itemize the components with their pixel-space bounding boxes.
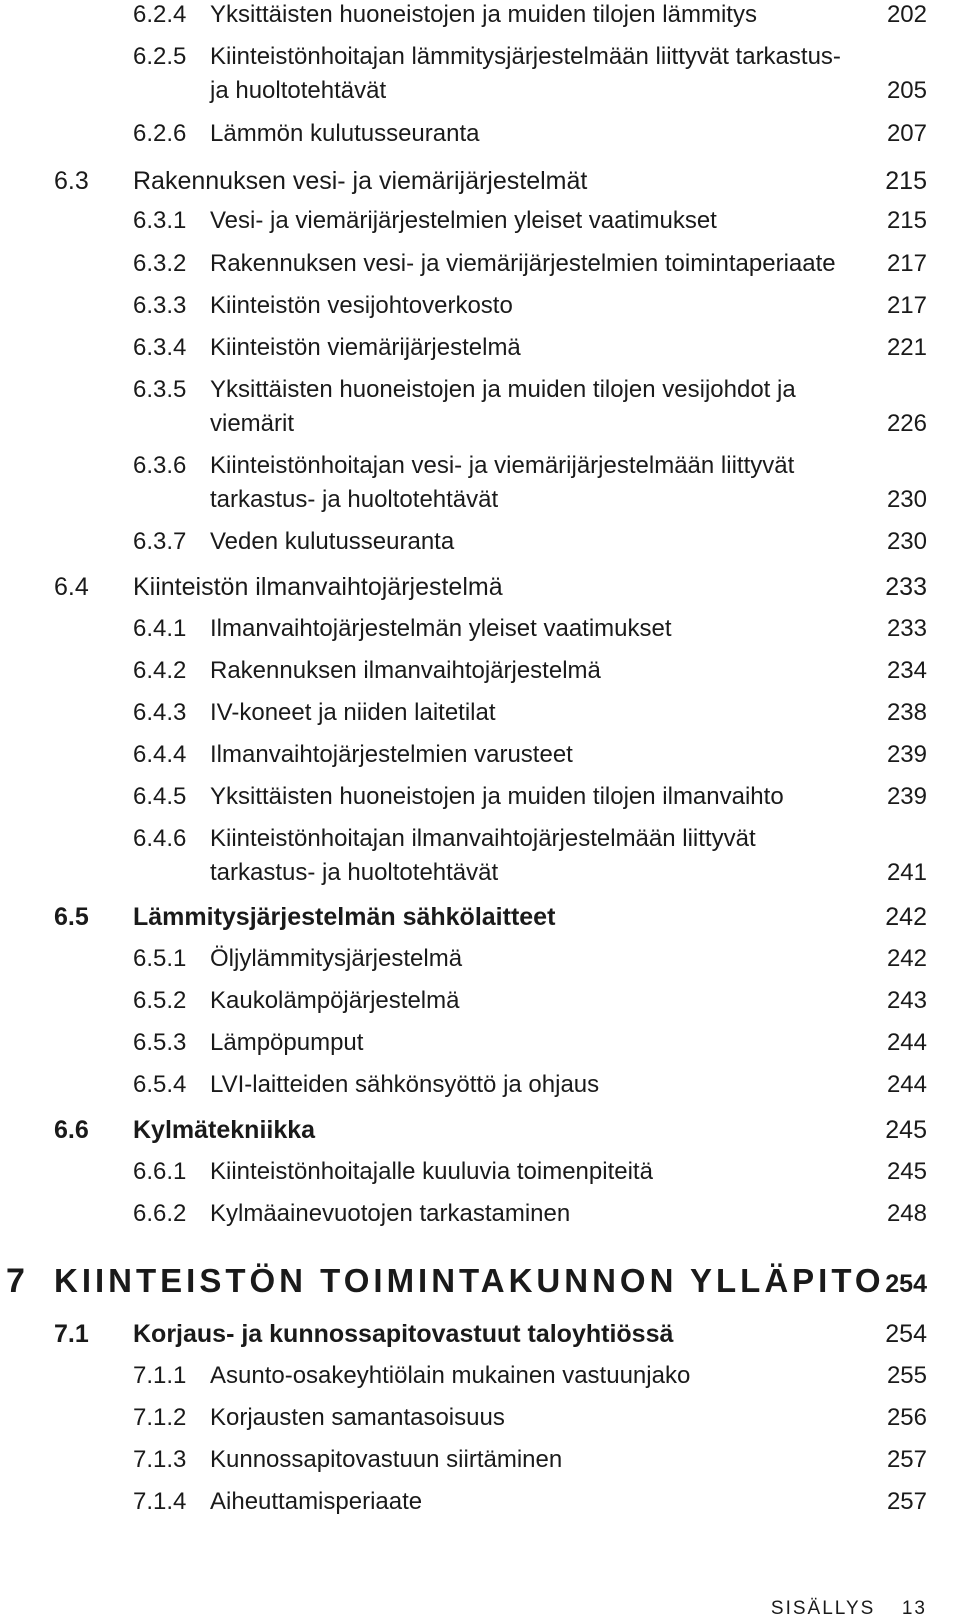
chapter-title: KIINTEISTÖN TOIMINTAKUNNON YLLÄPITO	[54, 1262, 885, 1299]
entry-page: 244	[886, 1071, 927, 1098]
entry-title: Kunnossapitovastuun siirtäminen	[210, 1446, 563, 1473]
section-title: Rakennuksen vesi- ja viemärijärjestelmät	[133, 167, 588, 195]
entry-number: 7.1.2	[133, 1404, 187, 1431]
entry-page: 230	[886, 486, 927, 513]
entry-number: 6.3.2	[133, 250, 187, 277]
entry-number: 6.3.5	[133, 376, 187, 403]
entry-number: 6.5.4	[133, 1071, 187, 1098]
entry-number: 6.4.4	[133, 741, 187, 768]
entry-page: 255	[886, 1362, 927, 1389]
footer-section: SISÄLLYS	[770, 1598, 876, 1619]
page-footer	[771, 1598, 927, 1620]
section-number: 6.3	[54, 167, 89, 195]
entry-title: Kiinteistön vesijohtoverkosto	[210, 292, 513, 319]
entry-page: 257	[886, 1446, 927, 1473]
entry-title: Veden kulutusseuranta	[210, 528, 455, 555]
entry-number: 6.4.3	[133, 699, 187, 726]
entry-number: 6.3.1	[133, 207, 187, 234]
entry-title: Vesi- ja viemärijärjestelmien yleiset vaatimukset	[210, 207, 717, 234]
section-page: 245	[885, 1116, 927, 1144]
entry-title: Ilmanvaihtojärjestelmän yleiset vaatimukset	[210, 615, 672, 642]
entry-title: Lämmön kulutusseuranta	[210, 120, 480, 147]
section-title: Lämmitysjärjestelmän sähkölaitteet	[133, 903, 556, 931]
entry-number: 6.4.6	[133, 825, 187, 852]
section-title: Kylmätekniikka	[133, 1116, 316, 1144]
entry-page: 244	[886, 1029, 927, 1056]
entry-title: Yksittäisten huoneistojen ja muiden tilojen vesijohdot ja viemärit	[210, 376, 796, 437]
entry-page: 241	[886, 859, 927, 886]
entry-number: 7.1.4	[133, 1488, 187, 1515]
section-page: 215	[885, 167, 927, 195]
entry-page: 248	[886, 1200, 927, 1227]
entry-number: 6.4.1	[133, 615, 187, 642]
entry-number: 6.6.1	[133, 1158, 187, 1185]
entry-page: 217	[886, 292, 927, 319]
entry-page: 239	[886, 741, 927, 768]
entry-page: 233	[886, 615, 927, 642]
entry-title: Korjausten samantasoisuus	[210, 1404, 505, 1431]
entry-title: Yksittäisten huoneistojen ja muiden tilojen ilmanvaihto	[210, 783, 784, 810]
entry-title: LVI-laitteiden sähkönsyöttö ja ohjaus	[210, 1071, 600, 1098]
chapter-number: 7	[6, 1262, 25, 1300]
entry-title: Kiinteistönhoitajalle kuuluvia toimenpiteitä	[210, 1158, 653, 1185]
entry-number: 6.3.6	[133, 452, 187, 479]
entry-number: 6.4.5	[133, 783, 187, 810]
entry-title: Kiinteistönhoitajan lämmitysjärjestelmään liittyvät tarkastus- ja huoltotehtävät	[210, 43, 841, 104]
section-page: 233	[885, 573, 927, 601]
entry-title: Ilmanvaihtojärjestelmien varusteet	[210, 741, 573, 768]
entry-page: 243	[886, 987, 927, 1014]
entry-page: 256	[886, 1404, 927, 1431]
entry-number: 6.3.7	[133, 528, 187, 555]
entry-number: 6.4.2	[133, 657, 187, 684]
entry-title: Kiinteistönhoitajan vesi- ja viemärijärjestelmään liittyvät tarkastus- ja huoltotehtävät	[210, 452, 795, 513]
footer-page-number: 13	[901, 1598, 927, 1619]
section-number: 6.6	[54, 1116, 89, 1144]
entry-title: Rakennuksen vesi- ja viemärijärjestelmien toimintaperiaate	[210, 250, 836, 277]
entry-page: 234	[886, 657, 927, 684]
section-title: Kiinteistön ilmanvaihtojärjestelmä	[133, 573, 503, 601]
entry-title: Kiinteistönhoitajan ilmanvaihtojärjestelmään liittyvät tarkastus- ja huoltotehtävät	[210, 825, 756, 886]
entry-title: Kylmäainevuotojen tarkastaminen	[210, 1200, 571, 1227]
entry-page: 238	[886, 699, 927, 726]
entry-title: Aiheuttamisperiaate	[210, 1488, 423, 1515]
entry-title: Kiinteistön viemärijärjestelmä	[210, 334, 521, 361]
entry-page: 239	[886, 783, 927, 810]
entry-number: 6.3.3	[133, 292, 187, 319]
toc-chapter[interactable]	[0, 1262, 960, 1306]
entry-number: 6.5.1	[133, 945, 187, 972]
entry-number: 6.2.6	[133, 120, 187, 147]
entry-page: 215	[886, 207, 927, 234]
entry-number: 6.6.2	[133, 1200, 187, 1227]
entry-number: 6.5.2	[133, 987, 187, 1014]
entry-page: 221	[886, 334, 927, 361]
entry-page: 207	[886, 120, 927, 147]
entry-number: 6.3.4	[133, 334, 187, 361]
entry-page: 205	[886, 77, 927, 104]
entry-page: 230	[886, 528, 927, 555]
chapter-page: 254	[885, 1270, 927, 1298]
section-page: 254	[885, 1320, 927, 1348]
section-page: 242	[885, 903, 927, 931]
entry-page: 257	[886, 1488, 927, 1515]
entry-page: 245	[886, 1158, 927, 1185]
entry-title: Rakennuksen ilmanvaihtojärjestelmä	[210, 657, 601, 684]
entry-page: 226	[886, 410, 927, 437]
entry-page: 202	[886, 1, 927, 28]
entry-number: 6.5.3	[133, 1029, 187, 1056]
entry-title: Asunto-osakeyhtiölain mukainen vastuunjako	[210, 1362, 691, 1389]
entry-page: 242	[886, 945, 927, 972]
entry-title: Öljylämmitysjärjestelmä	[210, 945, 463, 972]
entry-number: 6.2.4	[133, 1, 187, 28]
entry-page: 217	[886, 250, 927, 277]
entry-title: Lämpöpumput	[210, 1029, 364, 1056]
section-number: 7.1	[54, 1320, 89, 1348]
entry-number: 7.1.1	[133, 1362, 187, 1389]
entry-number: 6.2.5	[133, 43, 187, 70]
entry-title: IV-koneet ja niiden laitetilat	[210, 699, 496, 726]
section-title: Korjaus- ja kunnossapitovastuut taloyhtiössä	[133, 1320, 674, 1348]
entry-title: Kaukolämpöjärjestelmä	[210, 987, 460, 1014]
section-number: 6.5	[54, 903, 89, 931]
entry-title: Yksittäisten huoneistojen ja muiden tilojen lämmitys	[210, 1, 757, 28]
entry-number: 7.1.3	[133, 1446, 187, 1473]
section-number: 6.4	[54, 573, 89, 601]
